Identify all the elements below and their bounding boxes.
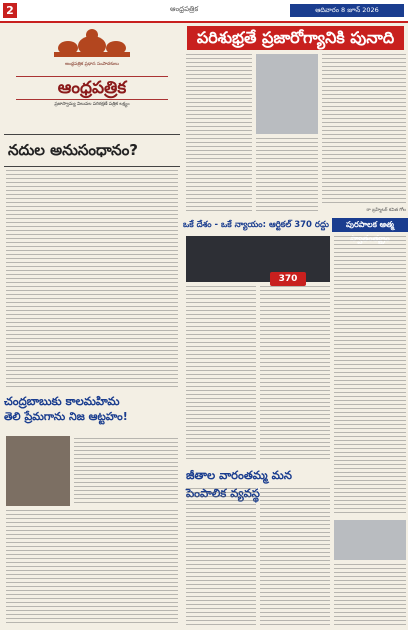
article-370-photo — [186, 236, 330, 282]
cm-article-text-top — [74, 438, 178, 504]
municipal-article-text — [334, 236, 406, 516]
left-section-title: నదుల అనుసంధానం? — [8, 141, 138, 159]
left-section-heading — [4, 135, 180, 165]
hero-credit: రా బ్రహ్మేటర్ కవిత గోల — [366, 208, 406, 213]
cm-heading-line1: చంద్రబాబుకు కాలమహిమ — [4, 394, 120, 408]
municipal-article-text-bottom — [334, 564, 406, 626]
hero-text-col1 — [186, 54, 252, 214]
hero-text-col2 — [256, 138, 318, 214]
divider — [4, 166, 180, 167]
salary-article-heading: జీతాల వారంతమ్మ మన పెంపాలిక వ్యవస్థ — [186, 468, 292, 500]
article-370-text-col2 — [260, 286, 330, 462]
page-header — [0, 0, 408, 22]
masthead — [4, 26, 180, 138]
masthead-motto: ఆంధ్రపత్రిక ప్రధాన సంపాదకులు — [65, 62, 119, 67]
page-number: 2 — [3, 3, 17, 18]
masthead-logo: ఆంధ్రపత్రిక — [16, 76, 168, 100]
cm-heading-line2: తెలి ప్రేమగాను నిజ ఆట్టహం! — [4, 410, 128, 423]
cm-photo — [6, 436, 70, 506]
banner-left-heading: ఒకే దేశం - ఒకే న్యాయం: ఆర్టికల్ 370 రద్దు — [183, 220, 329, 230]
hero-headline: పరిశుభ్రతే ప్రజారోగ్యానికి పునాది — [187, 26, 404, 50]
hero-text-col3 — [322, 54, 406, 204]
salary-text-col2 — [260, 488, 330, 626]
salary-text-col1 — [186, 488, 256, 626]
badge-370: 370 — [270, 272, 306, 286]
left-article-text — [6, 170, 178, 390]
article-370-text-col1 — [186, 286, 256, 462]
header-center-text: ఆంధ్రపత్రిక — [170, 5, 199, 13]
banner-right-heading: పురపాలక ఆత్మ స్వాతంత్య్రం — [332, 218, 408, 232]
masthead-tagline: ప్రజాస్వామ్య విలువల పరిరక్షణే పత్రిక లక్ష్యం — [54, 102, 130, 107]
cm-article-heading — [4, 393, 180, 433]
emblem-icon — [44, 26, 140, 60]
header-rule — [0, 21, 408, 23]
cm-article-text — [6, 510, 178, 626]
banner — [183, 218, 408, 243]
hero-photo — [256, 54, 318, 134]
municipal-photo — [334, 520, 406, 560]
header-date: ఆదివారం 8 జూన్ 2026 — [290, 4, 404, 17]
